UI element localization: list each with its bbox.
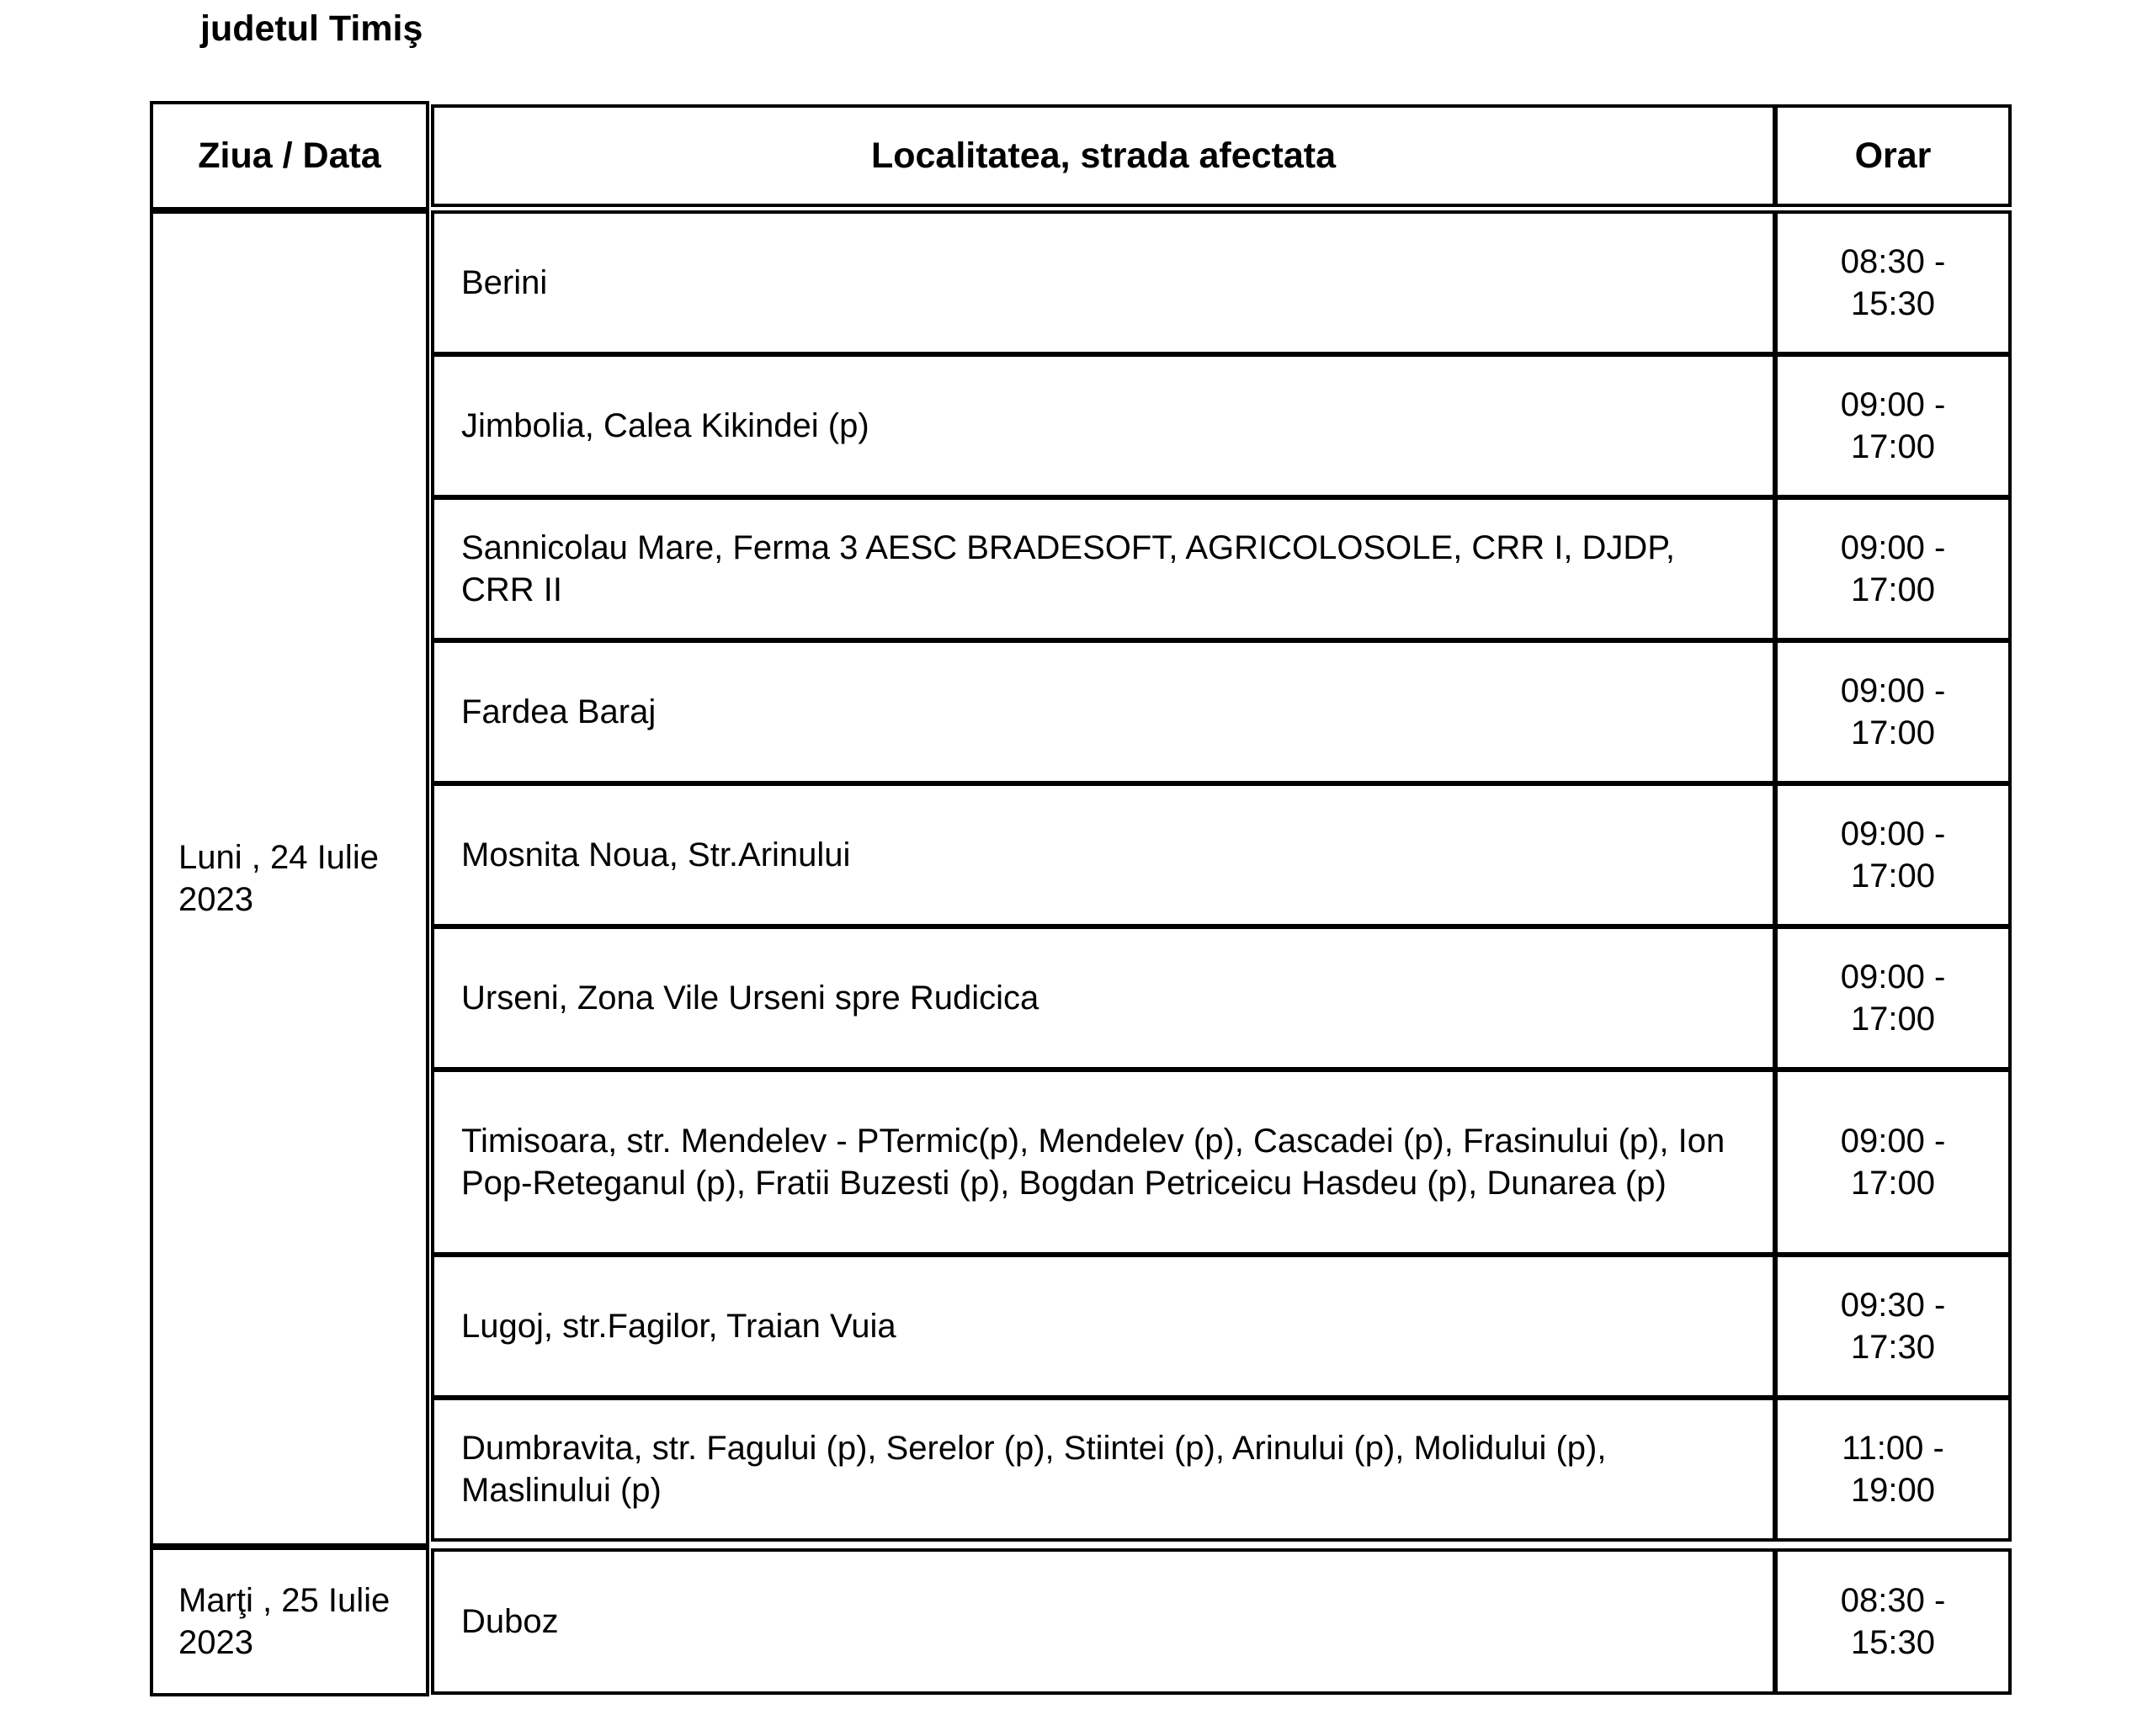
time-cell: 08:30 - 15:30 [1774, 210, 2012, 355]
location-cell: Dumbravita, str. Fagului (p), Serelor (p), Stiintei (p), Arinului (p), Molidului (p), Maslinului (p) [431, 1397, 1776, 1542]
date-cell-monday [150, 210, 429, 1547]
location-cell: Lugoj, str.Fagilor, Traian Vuia [431, 1254, 1776, 1399]
date-label: Marţi , 25 Iulie 2023 [178, 1582, 391, 1661]
location-cell: Fardea Baraj [431, 640, 1776, 784]
date-cell-tuesday [150, 1547, 429, 1696]
time-cell: 09:00 - 17:00 [1774, 353, 2012, 498]
time-cell: 09:00 - 17:00 [1774, 496, 2012, 641]
location-cell: Sannicolau Mare, Ferma 3 AESC BRADESOFT, AGRICOLOSOLE, CRR I, DJDP, CRR II [431, 496, 1776, 641]
date-label: Luni , 24 Iulie 2023 [178, 839, 379, 918]
location-cell: Mosnita Noua, Str.Arinului [431, 783, 1776, 927]
time-cell: 08:30 - 15:30 [1774, 1548, 2012, 1695]
location-cell: Jimbolia, Calea Kikindei (p) [431, 353, 1776, 498]
time-cell: 09:00 - 17:00 [1774, 926, 2012, 1070]
location-cell: Duboz [431, 1548, 1776, 1695]
time-cell: 09:00 - 17:00 [1774, 783, 2012, 927]
page-heading: judetul Timiş [200, 8, 423, 49]
header-location: Localitatea, strada afectata [431, 104, 1776, 207]
location-cell: Urseni, Zona Vile Urseni spre Rudicica [431, 926, 1776, 1070]
header-date: Ziua / Data [150, 101, 429, 210]
location-cell: Berini [431, 210, 1776, 355]
time-cell: 11:00 - 19:00 [1774, 1397, 2012, 1542]
location-cell: Timisoara, str. Mendelev - PTermic(p), Mendelev (p), Cascadei (p), Frasinului (p), Ion Pop-Reteganul (p), Fratii Buzesti (p), Bogdan Petriceicu Hasdeu (p), Dunarea (p) [431, 1069, 1776, 1256]
time-cell: 09:00 - 17:00 [1774, 640, 2012, 784]
header-time: Orar [1774, 104, 2012, 207]
time-cell: 09:30 - 17:30 [1774, 1254, 2012, 1399]
time-cell: 09:00 - 17:00 [1774, 1069, 2012, 1256]
